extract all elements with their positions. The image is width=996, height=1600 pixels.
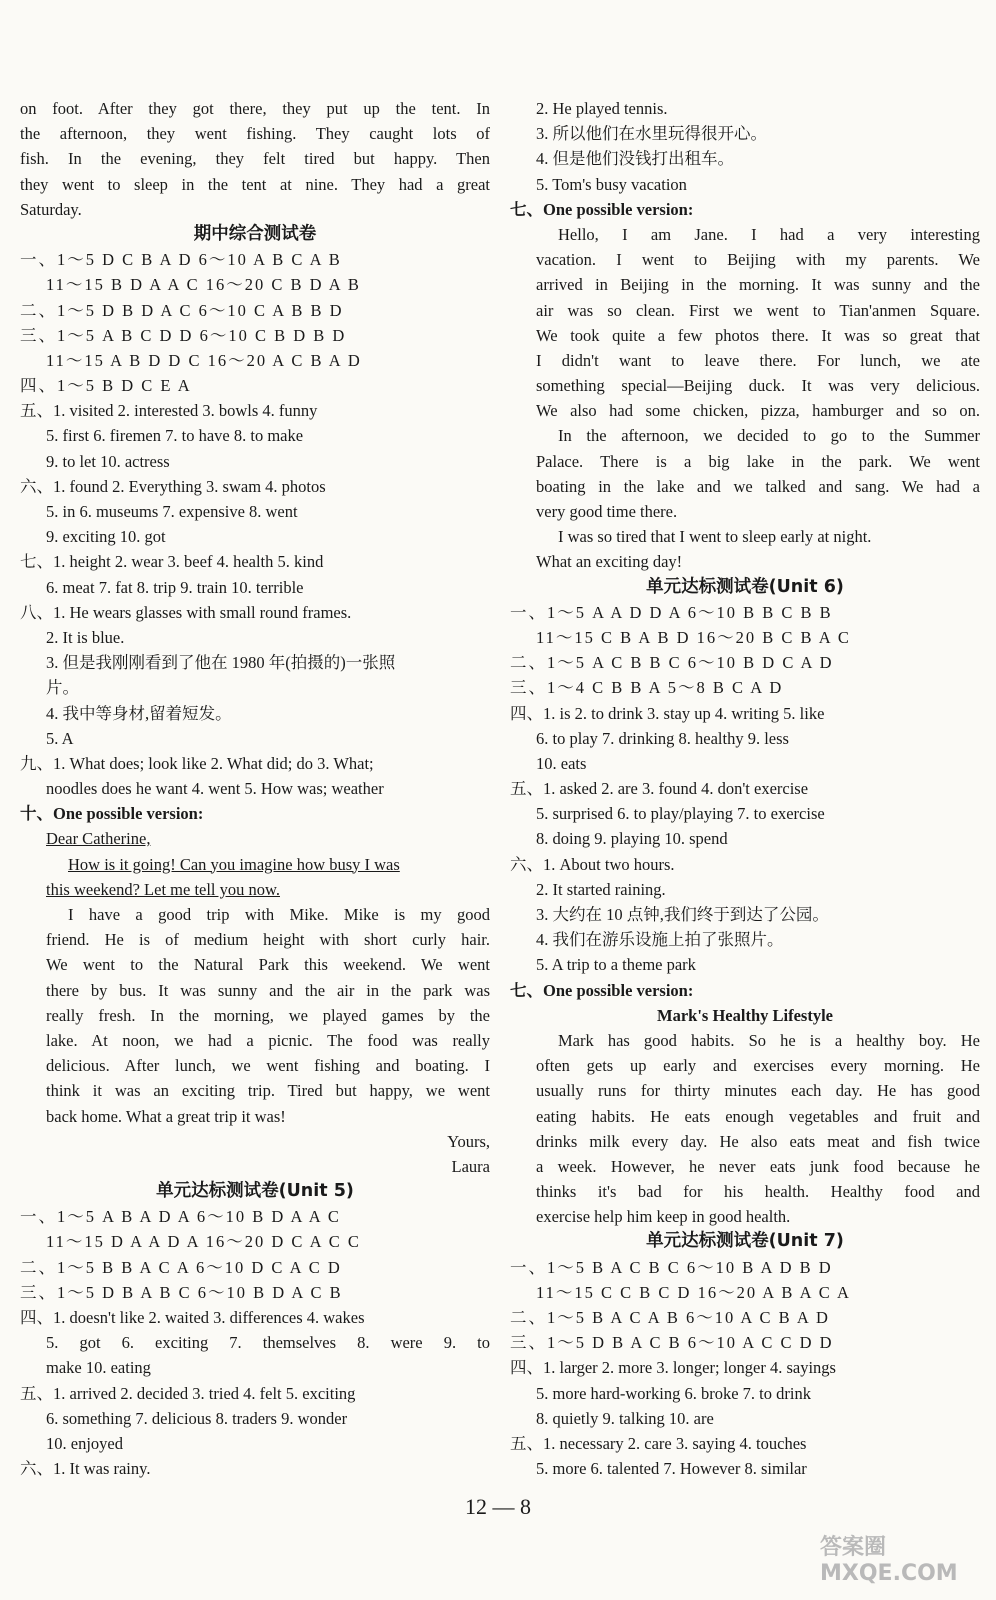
text-line: noodles does he want 4. went 5. How was; weather [46,779,384,799]
text-line: Yours, [447,1131,490,1151]
text-line: 4. 我中等身材,留着短发。 [46,703,232,723]
text-line: 5. got 6. exciting 7. themselves 8. were 9. to [46,1333,490,1353]
text-line: 10. eats [536,753,587,773]
text-line: the afternoon, they went fishing. They caught lots of [20,124,490,144]
text-line: usually runs for thirty minutes each day. He has good [536,1081,980,1101]
text-line: 5. first 6. firemen 7. to have 8. to make [46,426,304,446]
text-line: 5. Tom's busy vacation [536,174,687,194]
text-line: 11～15 C C B C D 16～20 A B A C A [536,1282,851,1302]
text-line: exercise help him keep in good health. [536,1207,791,1227]
text-line: 11～15 D A A D A 16～20 D C A C C [46,1232,361,1252]
text-line: eating habits. He eats enough vegetables and fruit and [536,1106,980,1126]
right-column [510,96,980,1481]
text-line: 11～15 C B A B D 16～20 B C B A C [536,627,851,647]
text-line: 8. quietly 9. talking 10. are [536,1408,714,1428]
text-line: Mark has good habits. So he is a healthy boy. He [558,1030,980,1050]
text-line: 八、1. He wears glasses with small round frames. [20,602,352,622]
text-line: 3. 大约在 10 点钟,我们终于到达了公园。 [536,905,829,924]
text-line: We took quite a few photos there. It was so great that [536,325,980,345]
text-line: I didn't want to leave there. For lunch, we ate [536,350,980,370]
left-column [20,96,490,1481]
text-line: 3. 所以他们在水里玩得很开心。 [536,124,767,144]
text-line: 三、1～5 D B A B C 6～10 B D A C B [20,1282,343,1302]
text-line: friend. He is of medium height with short curly hair. [46,930,490,950]
text-line: they went to sleep in the tent at nine. They had a great [20,174,490,194]
text-line: 9. to let 10. actress [46,451,170,471]
text-line: 一、1～5 A B A D A 6～10 B D A A C [20,1207,341,1227]
text-line: drinks milk every day. He also eats meat and fish twice [536,1131,980,1151]
text-line: 片。 [46,678,79,698]
text-line: 10. enjoyed [46,1433,123,1453]
page-number: 12 — 8 [465,1494,531,1519]
text-line: 六、1. It was rainy. [20,1459,151,1479]
text-line: 三、1～5 D B A C B 6～10 A C C D D [510,1333,834,1353]
text-line: back home. What a great trip it was! [46,1106,286,1126]
text-line: 3. 但是我刚刚看到了他在 1980 年(拍摄的)一张照 [46,653,396,673]
text-line: this weekend? Let me tell you now. [46,879,280,899]
text-line: 二、1～5 B B A C A 6～10 D C A C D [20,1257,342,1277]
text-line: a week. However, he never eats junk food because he [536,1156,980,1176]
text-line: 5. surprised 6. to play/playing 7. to exercise [536,804,825,824]
section-heading: 期中综合测试卷 [193,223,317,244]
text-line: 5. in 6. museums 7. expensive 8. went [46,502,298,521]
text-line: 七、One possible version: [510,199,694,219]
text-line: How is it going! Can you imagine how busy I was [68,854,400,874]
text-line: I was so tired that I went to sleep early at night. [558,527,872,547]
text-line: 2. It started raining. [536,879,666,899]
text-line: 一、1～5 D C B A D 6～10 A B C A B [20,250,342,270]
text-line: Hello, I am Jane. I had a very interesting [558,224,980,244]
text-line: 三、1～4 C B B A 5～8 B C A D [510,678,784,698]
text-line: 5. A [46,728,74,748]
text-line: boating in the lake and we talked and sang. We had a [536,476,980,496]
text-line: We also had some chicken, pizza, hamburger and so on. [536,401,980,421]
text-line: 6. to play 7. drinking 8. healthy 9. less [536,728,789,748]
text-line: 五、1. necessary 2. care 3. saying 4. touches [510,1433,807,1453]
text-line: I have a good trip with Mike. Mike is my good [68,905,490,924]
text-line: 2. He played tennis. [536,99,668,118]
text-line: often gets up early and exercises every morning. He [536,1056,980,1076]
text-line: Dear Catherine, [46,829,151,849]
text-line: 一、1～5 A A D D A 6～10 B B C B B [510,602,833,622]
text-line: very good time there. [536,502,678,521]
text-line: 2. It is blue. [46,627,125,647]
text-line: 8. doing 9. playing 10. spend [536,829,728,849]
text-line: 11～15 B D A A C 16～20 C B D A B [46,275,361,295]
text-line: something special—Beijing duck. It was very delicious. [536,376,980,396]
text-line: there by bus. It was sunny and the air in the park was [46,980,490,1000]
text-line: Laura [451,1156,490,1176]
text-line: arrived in Beijing in the morning. It was sunny and the [536,275,980,295]
text-line: In the afternoon, we decided to go to the Summer [558,426,980,446]
text-line: 5. A trip to a theme park [536,955,696,975]
text-line: 二、1～5 D B D A C 6～10 C A B B D [20,300,344,320]
text-line: 5. more 6. talented 7. However 8. similar [536,1459,807,1479]
text-line: 三、1～5 A B C D D 6～10 C B D B D [20,325,347,345]
text-line: thinks it's bad for his health. Healthy food and [536,1182,980,1202]
text-line: 四、1. larger 2. more 3. longer; longer 4. sayings [510,1358,836,1378]
text-line: air was so clean. First we went to Tian'anmen Square. [536,300,980,320]
text-line: 七、One possible version: [510,980,694,1000]
text-line: What an exciting day! [536,552,683,572]
text-line: 四、1～5 B D C E A [20,376,192,396]
section-heading: 单元达标测试卷(Unit 6) [646,576,844,597]
text-line: 9. exciting 10. got [46,527,166,547]
text-line: lake. At noon, we had a picnic. The food was really [46,1030,490,1050]
text-line: make 10. eating [46,1358,151,1378]
text-line: think it was an exciting trip. Tired but happy, we went [46,1081,490,1101]
text-line: 六、1. found 2. Everything 3. swam 4. photos [20,476,326,496]
text-line: fish. In the evening, they felt tired but happy. Then [20,149,490,169]
watermark: 答案圈 MXQE.COM [820,1535,958,1586]
text-line: Saturday. [20,199,82,219]
text-line: 五、1. asked 2. are 3. found 4. don't exercise [510,779,809,799]
text-line: vacation. I went to Beijing with my parents. We [536,250,980,270]
text-line: 五、1. arrived 2. decided 3. tried 4. felt 5. exciting [20,1383,356,1403]
text-line: 二、1～5 B A C A B 6～10 A C B A D [510,1308,830,1327]
text-line: 4. 我们在游乐设施上拍了张照片。 [536,930,784,950]
text-line: We went to the Natural Park this weekend. We went [46,955,490,975]
section-heading: 单元达标测试卷(Unit 7) [646,1231,844,1252]
text-line: 4. 但是他们没钱打出租车。 [536,149,734,169]
text-line: 十、One possible version: [20,804,204,824]
text-line: 四、1. doesn't like 2. waited 3. differences 4. wakes [20,1308,365,1327]
text-line: 二、1～5 A C B B C 6～10 B D C A D [510,653,834,673]
text-line: 5. more hard-working 6. broke 7. to drink [536,1383,811,1403]
text-line: Mark's Healthy Lifestyle [657,1005,833,1025]
text-line: 6. meat 7. fat 8. trip 9. train 10. terrible [46,577,304,597]
text-line: 六、1. About two hours. [510,854,675,874]
text-line: 四、1. is 2. to drink 3. stay up 4. writing 5. like [510,703,825,723]
text-line: 一、1～5 B A C B C 6～10 B A D B D [510,1257,833,1277]
text-line: Palace. There is a big lake in the park. We went [536,451,980,471]
text-line: 七、1. height 2. wear 3. beef 4. health 5. kind [20,552,324,572]
text-line: 九、1. What does; look like 2. What did; do 3. What; [20,753,374,773]
text-line: 6. something 7. delicious 8. traders 9. wonder [46,1408,348,1428]
text-line: 五、1. visited 2. interested 3. bowls 4. funny [20,401,318,421]
text-line: on foot. After they got there, they put up the tent. In [20,99,490,118]
section-heading: 单元达标测试卷(Unit 5) [156,1181,354,1202]
text-line: 11～15 A B D D C 16～20 A C B A D [46,350,362,370]
text-line: really fresh. In the morning, we played games by the [46,1005,490,1025]
text-line: delicious. After lunch, we went fishing and boating. I [46,1056,490,1076]
